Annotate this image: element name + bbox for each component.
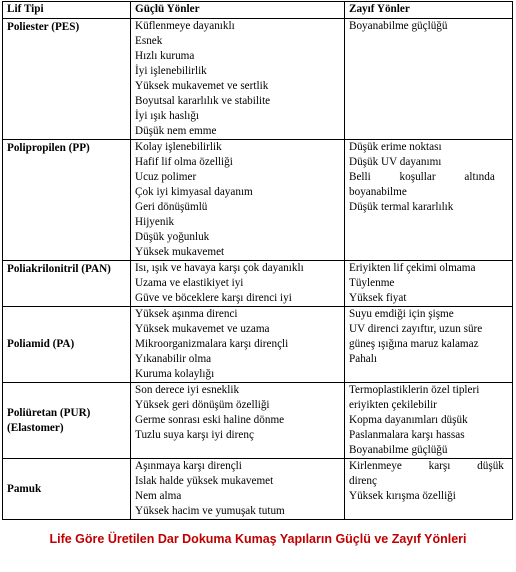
weakness-item: Termoplastiklerin özel tipleri	[349, 384, 480, 396]
fiber-name: Poliakrilonitril (PAN)	[3, 261, 131, 307]
strength-item: Hijyenik	[135, 216, 175, 228]
strength-item: Yüksek geri dönüşüm özelliği	[135, 399, 270, 411]
header-fiber-type: Lif Tipi	[3, 2, 131, 19]
weakness-item: eriyikten çekilebilir	[349, 399, 437, 411]
strength-item: Tuzlu suya karşı iyi direnç	[135, 429, 254, 441]
weakness-item: Pahalı	[349, 353, 377, 365]
table-caption: Life Göre Üretilen Dar Dokuma Kumaş Yapıların Güçlü ve Zayıf Yönleri	[49, 532, 467, 546]
strength-item: Yüksek mukavemet ve uzama	[135, 323, 270, 335]
weakness-item: Eriyikten lif çekimi olmama	[349, 262, 476, 274]
weaknesses-cell	[345, 19, 513, 140]
strength-item: Geri dönüşümlü	[135, 201, 208, 213]
strength-item: Kuruma kolaylığı	[135, 368, 215, 380]
strength-item: Ucuz polimer	[135, 171, 197, 183]
weaknesses-cell	[345, 140, 513, 261]
strength-item: Son derece iyi esneklik	[135, 384, 240, 396]
weakness-item: Düşük UV dayanımı	[349, 156, 442, 168]
weakness-item: Yüksek fiyat	[349, 292, 407, 304]
fiber-name	[3, 383, 131, 459]
header-weaknesses: Zayıf Yönler	[345, 2, 513, 19]
strengths-cell	[131, 19, 345, 140]
strength-item: Germe sonrası eski haline dönme	[135, 414, 285, 426]
strength-item: Yüksek aşınma direnci	[135, 308, 238, 320]
strength-item: Esnek	[135, 35, 163, 47]
weakness-item: Kopma dayanımları düşük	[349, 414, 468, 426]
weakness-item: Yüksek kırışma özelliği	[349, 490, 456, 502]
strength-item: Aşınmaya karşı dirençli	[135, 460, 242, 472]
strength-item: Nem alma	[135, 490, 182, 502]
strength-item: Yıkanabilir olma	[135, 353, 212, 365]
weakness-item: Boyanabilme güçlüğü	[349, 444, 448, 456]
table-row	[3, 140, 513, 261]
weaknesses-cell	[345, 459, 513, 520]
strengths-cell	[131, 307, 345, 383]
fiber-name: Poliester (PES)	[3, 19, 131, 140]
table-row	[3, 307, 513, 383]
table-row	[3, 261, 513, 307]
fiber-name: Poliamid (PA)	[3, 307, 131, 383]
fiber-name-line: Poliüretan (PUR)	[7, 406, 91, 419]
table-row	[3, 459, 513, 520]
strength-item: Kolay işlenebilirlik	[135, 141, 222, 153]
strength-item: Yüksek mukavemet	[135, 246, 225, 258]
strength-item: Küflenmeye dayanıklı	[135, 20, 235, 32]
strength-item: Uzama ve elastikiyet iyi	[135, 277, 244, 289]
strength-item: Hafif lif olma özelliği	[135, 156, 233, 168]
strength-item: Isı, ışık ve havaya karşı çok dayanıklı	[135, 262, 304, 274]
weaknesses-cell	[345, 383, 513, 459]
header-row	[3, 2, 513, 19]
weakness-item: Düşük termal kararlılık	[349, 201, 454, 213]
strengths-cell	[131, 261, 345, 307]
strengths-cell	[131, 140, 345, 261]
weakness-item: Suyu emdiği için şişme	[349, 308, 454, 320]
weakness-item: Düşük erime noktası	[349, 141, 442, 153]
strength-item: Yüksek hacim ve yumuşak tutum	[135, 505, 285, 517]
weakness-item: Boyanabilme güçlüğü	[349, 20, 448, 32]
table-row	[3, 383, 513, 459]
strength-item: Hızlı kuruma	[135, 50, 195, 62]
weakness-item: güneş ışığına maruz kalamaz	[349, 338, 479, 350]
fiber-comparison-table	[2, 1, 513, 520]
weakness-item: Tüylenme	[349, 277, 395, 289]
strength-item: İyi ışık haslığı	[135, 110, 200, 122]
strength-item: Boyutsal kararlılık ve stabilite	[135, 95, 271, 107]
weakness-item: boyanabilme	[349, 186, 407, 198]
strength-item: Islak halde yüksek mukavemet	[135, 475, 274, 487]
strength-item: Çok iyi kimyasal dayanım	[135, 186, 253, 198]
strengths-cell	[131, 383, 345, 459]
header-strengths: Güçlü Yönler	[131, 2, 345, 19]
strength-item: Düşük nem emme	[135, 125, 217, 137]
table-row	[3, 19, 513, 140]
fiber-name-line: (Elastomer)	[7, 421, 64, 434]
weaknesses-cell	[345, 261, 513, 307]
strength-item: Düşük yoğunluk	[135, 231, 210, 243]
weakness-item: Paslanmalara karşı hassas	[349, 429, 465, 441]
weakness-item: Kirlenmeye karşı düşük	[349, 460, 504, 472]
strength-item: Güve ve böceklere karşı direnci iyi	[135, 292, 292, 304]
strength-item: Mikroorganizmalara karşı dirençli	[135, 338, 289, 350]
strengths-cell	[131, 459, 345, 520]
fiber-name: Pamuk	[3, 459, 131, 520]
weakness-item: UV direnci zayıftır, uzun süre	[349, 323, 483, 335]
weakness-item: Belli koşullar altında	[349, 171, 495, 183]
strength-item: Yüksek mukavemet ve sertlik	[135, 80, 269, 92]
fiber-name: Polipropilen (PP)	[3, 140, 131, 261]
weaknesses-cell	[345, 307, 513, 383]
weakness-item: direnç	[349, 475, 377, 487]
strength-item: İyi işlenebilirlik	[135, 65, 207, 77]
